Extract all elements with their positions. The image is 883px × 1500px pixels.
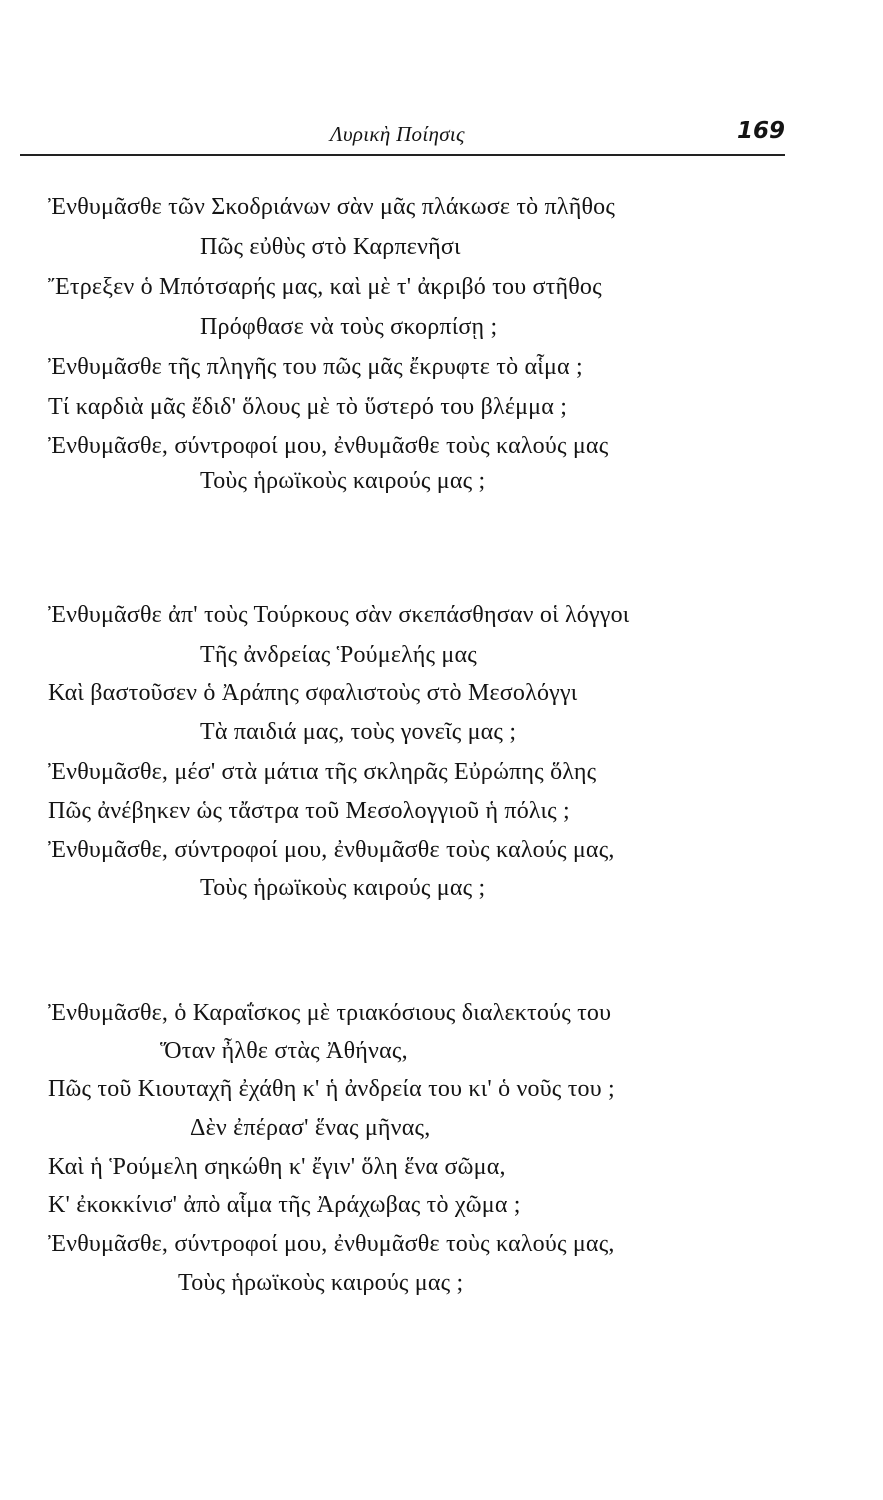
verse-line: Ἐνθυμᾶσθε, ὁ Καραΐσκος μὲ τριακόσιους διαλεκτούς του (48, 1000, 612, 1026)
verse-line: Καὶ βαστοῦσεν ὁ Ἀράπης σφαλιστοὺς στὸ Μεσολόγγι (48, 680, 578, 706)
verse-line: Ἐνθυμᾶσθε, μέσ' στὰ μάτια τῆς σκληρᾶς Εὐρώπης ὅλης (48, 759, 597, 785)
header-rule (20, 154, 785, 156)
verse-line: Τὰ παιδιά μας, τοὺς γονεῖς μας ; (200, 719, 517, 745)
verse-line: Πῶς εὐθὺς στὸ Καρπενῆσι (200, 234, 461, 260)
verse-line: Πῶς ἀνέβηκεν ὡς τἄστρα τοῦ Μεσολογγιοῦ ἡ πόλις ; (48, 798, 570, 824)
verse-line: Ἐνθυμᾶσθε, σύντροφοί μου, ἐνθυμᾶσθε τοὺς καλούς μας, (48, 1231, 615, 1257)
verse-line: Ἐνθυμᾶσθε τῆς πληγῆς του πῶς μᾶς ἔκρυφτε τὸ αἷμα ; (48, 354, 583, 380)
verse-line: Ἔτρεξεν ὁ Μπότσαρής μας, καὶ μὲ τ' ἀκριβό του στῆθος (48, 274, 602, 300)
running-title: Λυρικὴ Ποίησις (330, 122, 465, 146)
verse-line: Τοὺς ἡρωϊκοὺς καιρούς μας ; (200, 875, 486, 901)
page-number: 169 (736, 118, 785, 144)
verse-line: Ὅταν ἦλθε στὰς Ἀθήνας, (160, 1038, 408, 1064)
verse-line: Ἐνθυμᾶσθε, σύντροφοί μου, ἐνθυμᾶσθε τοὺς καλούς μας (48, 433, 609, 459)
verse-line: Τῆς ἀνδρείας Ῥούμελής μας (200, 642, 477, 668)
verse-line: Τοὺς ἡρωϊκοὺς καιρούς μας ; (178, 1270, 464, 1296)
verse-line: Κ' ἐκοκκίνισ' ἀπὸ αἷμα τῆς Ἀράχωβας τὸ χῶμα ; (48, 1192, 521, 1218)
verse-line: Τοὺς ἡρωϊκοὺς καιρούς μας ; (200, 468, 486, 494)
verse-line: Τί καρδιὰ μᾶς ἔδιδ' ὅλους μὲ τὸ ὕστερό του βλέμμα ; (48, 394, 568, 420)
verse-line: Πρόφθασε νὰ τοὺς σκορπίσῃ ; (200, 314, 498, 340)
verse-line: Ἐνθυμᾶσθε τῶν Σκοδριάνων σὰν μᾶς πλάκωσε τὸ πλῆθος (48, 194, 616, 220)
verse-line: Ἐνθυμᾶσθε, σύντροφοί μου, ἐνθυμᾶσθε τοὺς καλούς μας, (48, 837, 615, 863)
verse-line: Πῶς τοῦ Κιουταχῆ ἐχάθη κ' ἡ ἀνδρεία του κι' ὁ νοῦς του ; (48, 1076, 615, 1102)
verse-line: Καὶ ἡ Ῥούμελη σηκώθη κ' ἔγιν' ὅλη ἕνα σῶμα, (48, 1154, 506, 1180)
verse-line: Ἐνθυμᾶσθε ἀπ' τοὺς Τούρκους σὰν σκεπάσθησαν οἱ λόγγοι (48, 602, 630, 628)
page-header (20, 112, 785, 152)
verse-line: Δὲν ἐπέρασ' ἕνας μῆνας, (190, 1115, 431, 1141)
